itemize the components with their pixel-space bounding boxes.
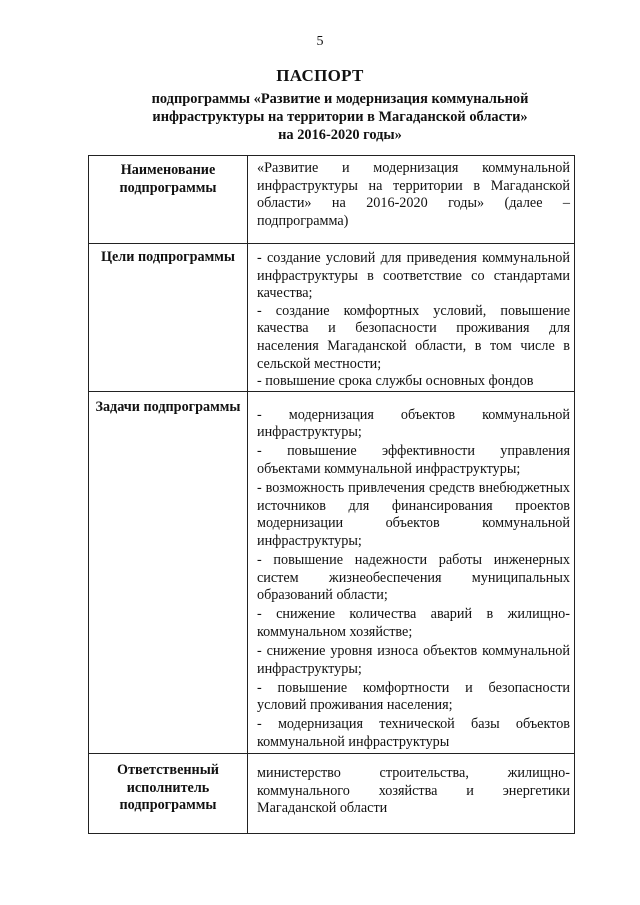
value-item: - создание комфортных условий, повышение качества и безопасности проживания для населения Магаданской области, в том числе в сельской местности; — [257, 302, 570, 372]
subtitle-line: подпрограммы «Развитие и модернизация коммунальной — [151, 91, 529, 107]
row-value — [248, 391, 575, 753]
value-item: - повышение надежности работы инженерных систем жизнеобеспечения муниципальных образований области; — [257, 552, 570, 604]
value-item: «Развитие и модернизация коммунальной инфраструктуры на территории в Магаданской области» на 2016-2020 годы» (далее – подпрограмма) — [257, 160, 570, 229]
subtitle-line: на 2016-2020 годы» — [278, 127, 402, 143]
passport-table — [88, 155, 575, 834]
row-label: Задачи подпрограммы — [89, 391, 248, 753]
value-item: - возможность привлечения средств внебюджетных источников для финансирования проектов модернизации объектов коммунальной инфраструктуры; — [257, 480, 570, 549]
passport-row-tasks — [89, 391, 575, 753]
value-item: - снижение количества аварий в жилищно-коммунальном хозяйстве; — [257, 606, 570, 640]
value-item: - повышение комфортности и безопасности условий проживания населения; — [257, 679, 570, 714]
row-value — [248, 244, 575, 392]
row-label: Ответственный исполнитель подпрограммы — [89, 754, 248, 834]
passport-row-goals — [89, 244, 575, 392]
row-label: Наименование подпрограммы — [89, 156, 248, 244]
row-label: Цели подпрограммы — [89, 244, 248, 392]
value-item: министерство строительства, жилищно-коммунального хозяйства и энергетики Магаданской области — [257, 765, 570, 817]
subtitle-line: инфраструктуры на территории в Магаданской области» — [152, 109, 528, 125]
value-item: - модернизация технической базы объектов коммунальной инфраструктуры — [257, 716, 570, 750]
value-item: - модернизация объектов коммунальной инфраструктуры; — [257, 406, 570, 441]
document-title: ПАСПОРТ — [276, 66, 364, 85]
page-number: 5 — [316, 34, 324, 49]
value-item: - повышение срока службы основных фондов — [257, 373, 534, 390]
value-item: - создание условий для приведения коммунальной инфраструктуры в соответствие со стандартами качества; — [257, 250, 570, 302]
passport-row-name — [89, 156, 575, 244]
value-item: - снижение уровня износа объектов коммунальной инфраструктуры; — [257, 642, 570, 677]
row-value — [248, 156, 575, 244]
passport-row-executor — [89, 754, 575, 834]
value-item: - повышение эффективности управления объектами коммунальной инфраструктуры; — [257, 443, 570, 478]
row-value — [248, 754, 575, 834]
document-subtitle — [70, 90, 610, 144]
